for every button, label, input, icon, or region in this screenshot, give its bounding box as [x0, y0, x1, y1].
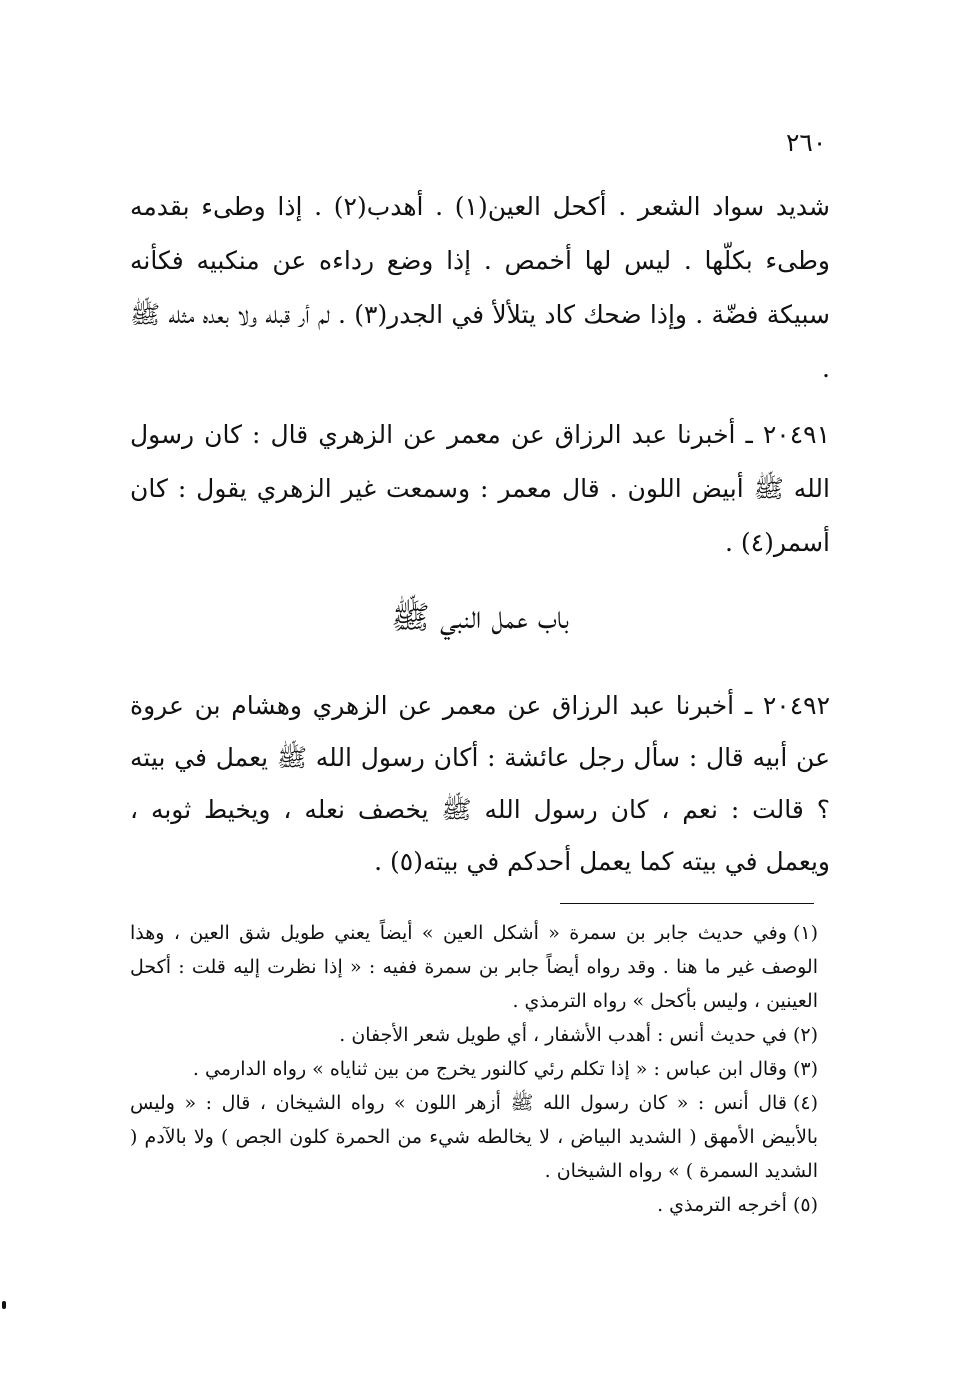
footnote-number: (٤)	[792, 1092, 818, 1114]
chapter-heading: باب عمل النبي ﷺ	[391, 598, 569, 636]
footnote-4	[130, 1086, 818, 1188]
footnote-number: (٥)	[792, 1194, 818, 1216]
footnote-text: قال أنس : « كان رسول الله ﷺ أزهر اللون » رواه الشيخان ، قال : « وليس بالأبيض الأمهق ( الشديد البياض ، لا يخالطه شيء من الحمرة كلون الجص ) ولا بالآدم ( الشديد السمرة ) » رواه الشيخان .	[130, 1092, 818, 1182]
main-text	[130, 180, 830, 570]
paragraph-hadith-20491: ٢٠٤٩١ ـ أخبرنا عبد الرزاق عن معمر عن الزهري قال : كان رسول الله ﷺ أبيض اللون . قال معمر : وسمعت غير الزهري يقول : كان أسمر(٤) .	[130, 420, 830, 557]
footnote-5	[130, 1188, 818, 1222]
footnote-text: في حديث أنس : أهدب الأشفار ، أي طويل شعر الأجفان .	[339, 1024, 787, 1046]
footnote-divider	[560, 903, 814, 904]
footnote-3	[130, 1052, 818, 1086]
footnote-number: (١)	[792, 922, 818, 944]
footnote-text: وفي حديث جابر بن سمرة « أشكل العين » أيضاً يعني طويل شق العين ، وهذا الوصف غير ما هنا . وقد رواه أيضاً جابر بن سمرة ففيه : « إذا نظرت إليه قلت : أكحل العينين ، وليس بأكحل » رواه الترمذي .	[130, 922, 818, 1012]
paragraph-description: شديد سواد الشعر . أكحل العين(١) . أهدب(٢) . إذا وطىء بقدمه وطىء بكلّها . ليس لها أخمص . إذا وضع رداءه عن منكبيه فكأنه سبيكة فضّة . وإذا ضحك كاد يتلألأ في الجدر(٣) . لم أر قبله ولا بعده مثله ﷺ .	[130, 192, 830, 383]
section-text	[130, 680, 830, 888]
footnote-2	[130, 1018, 818, 1052]
footnote-number: (٢)	[792, 1024, 818, 1046]
footnote-1	[130, 916, 818, 1018]
paragraph-hadith-20492: ٢٠٤٩٢ ـ أخبرنا عبد الرزاق عن معمر عن الزهري وهشام بن عروة عن أبيه قال : سأل رجل عائشة : أكان رسول الله ﷺ يعمل في بيته ؟ قالت : نعم ، كان رسول الله ﷺ يخصف نعله ، ويخيط ثوبه ، ويعمل في بيته كما يعمل أحدكم في بيته(٥) .	[130, 691, 830, 876]
footnote-text: وقال ابن عباس : « إذا تكلم رئي كالنور يخرج من بين ثناياه » رواه الدارمي .	[192, 1058, 787, 1080]
footnote-number: (٣)	[792, 1058, 818, 1080]
footnote-text: أخرجه الترمذي .	[657, 1194, 787, 1216]
scan-margin-mark	[2, 1301, 6, 1309]
footnotes	[130, 916, 818, 1222]
page-number: ٢٦٠	[786, 128, 827, 157]
